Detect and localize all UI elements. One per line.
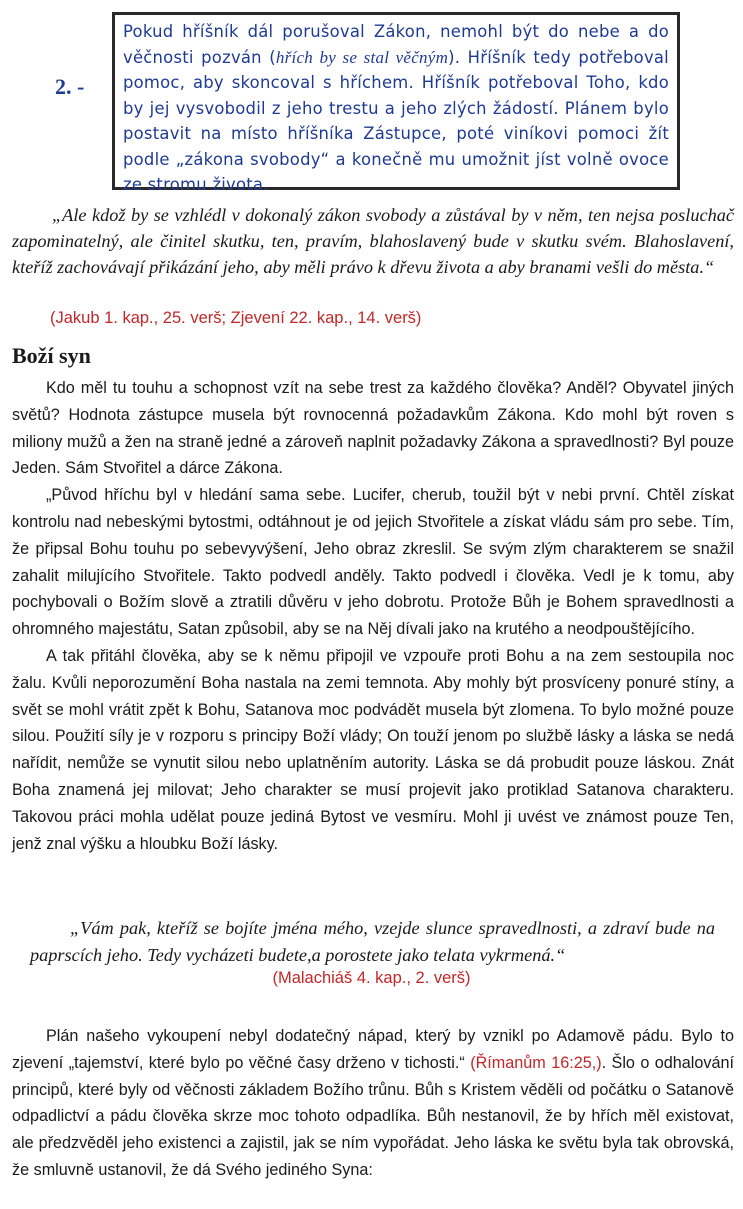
box-text-1: Pokud hříšník dál porušoval Zákon, nemohl být do nebe a do věčnosti pozván ( bbox=[123, 22, 669, 67]
summary-box bbox=[112, 12, 680, 194]
paragraph-4-text-b: . Šlo o odhalování principů, které byly od věčnosti základem Božího trůnu. Bůh s Kristem věděli od počátku o Satanově odpadlictví a pádu člověka skrze moc tohoto odpadlíka. Bůh nestanovil, že by hřích měl existovat, ale předzvěděl jeho existenci a zajistil, jak se ním vypořádat. Jeho láska ke světu byla tak obrovská, že smluvně ustanovil, že dá Svého jediného Syna: bbox=[12, 1053, 734, 1179]
paragraph-4-reference: (Římanům 16:25,) bbox=[470, 1053, 602, 1072]
bible-quote-1 bbox=[12, 202, 734, 280]
body-text-block-2 bbox=[12, 1023, 734, 1184]
paragraph-2: „Původ hříchu byl v hledání sama sebe. Lucifer, cherub, toužil být v nebi první. Chtěl získat kontrolu nad nebeskými bytostmi, odtáhnout je od jejich Stvořitele a získat vládu sám pro sebe. Tím, že připsal Bohu touhu po sebevyvýšení, Jeho obraz zkreslil. Se svým zlým charakterem se snažil zahalit milujícího Stvořitele. Takto podvedl anděly. Takto podvedl i člověka. Vedl je k tomu, aby pochybovali o Božím slově a ztratili důvěru v jeho dobrotu. Protože Bůh je Bohem spravedlnosti a ohromného majestátu, Satan způsobil, aby se na Něj dívali jako na krutého a neodpouštějícího. bbox=[12, 486, 734, 639]
paragraph-1: Kdo měl tu touhu a schopnost vzít na sebe trest za každého člověka? Anděl? Obyvatel jiných světů? Hodnota zástupce musela být rovnocenná požadavkům Zákona. Kdo mohl být roven s miliony mužů a žen na straně jedné a zároveň naplnit požadavky Zákona a spravedlnosti? Byl pouze Jeden. Sám Stvořitel a dárce Zákona. bbox=[12, 379, 734, 478]
body-text-block-1 bbox=[12, 375, 734, 857]
paragraph-4-text-a: Plán našeho vykoupení nebyl dodatečný nápad, který by vznikl po Adamově pádu. Bylo to zjevení „tajemství, které bylo po věčné časy drženo v tichosti.“ bbox=[12, 1027, 734, 1072]
box-text-2: ). Hříšník tedy potřeboval pomoc, aby skoncoval s hříchem. Hříšník potřeboval Toho, kdo by jej vysvobodil z jeho trestu a jeho zlých žádostí. Plánem bylo postavit na místo hříšníka Zástupce, poté viníkovi pomoci žít podle „zákona svobody“ a konečně mu umožnit jíst volně ovoce ze stromu života. bbox=[123, 47, 669, 194]
paragraph-3: A tak přitáhl člověka, aby se k němu připojil ve vzpouře proti Bohu a na zem sestoupila noc žalu. Kvůli neporozumění Boha nastala na zemi temnota. Aby mohly být prosvíceny ponuré stíny, a svět se mohl vrátit zpět k Bohu, Satanova moc podvádět musela být zlomena. To bylo možné pouze silou. Použití síly je v rozporu s principy Boží vlády; On touží jenom po službě lásky a láska se nedá nařídit, nemůže se vynutit silou nebo uplatněním autority. Láska se dá probudit pouze láskou. Znát Boha znamená jej milovat; Jeho charakter se musí projevit jako protiklad Satanova charakteru. Takovou práci mohla udělat pouze jediná Bytost ve vesmíru. Mohl ji uvést ve známost pouze Ten, jenž znal výšku a hloubku Boží lásky. bbox=[12, 646, 734, 853]
bible-quote-2: „Vám pak, kteříž se bojíte jména mého, vzejde slunce spravedlnosti, a zdraví bude na paprscích jeho. Tedy vycházeti budete,a porostete jako telata vykrmená.“ bbox=[30, 918, 715, 965]
box-text-italic: hřích by se stal věčným bbox=[275, 47, 449, 67]
section-heading: Boží syn bbox=[12, 343, 91, 368]
bible-quote-1-text: „Ale kdož by se vzhlédl v dokonalý zákon svobody a zůstával by v něm, ten nejsa posluchač zapominatelný, ale činitel skutku, ten, pravím, blahoslavený bude v skutku svém. Blahoslavení, kteříž zachovávají přikázání jeho, aby měli právo k dřevu života a aby branami vešli do města.“ bbox=[12, 205, 734, 277]
bible-quote-1-reference: (Jakub 1. kap., 25. verš; Zjevení 22. kap., 14. verš) bbox=[50, 309, 422, 327]
bible-quote-2-reference: (Malachiáš 4. kap., 2. verš) bbox=[272, 969, 471, 987]
section-number: 2. - bbox=[55, 74, 85, 99]
paragraph-4 bbox=[12, 1023, 734, 1184]
